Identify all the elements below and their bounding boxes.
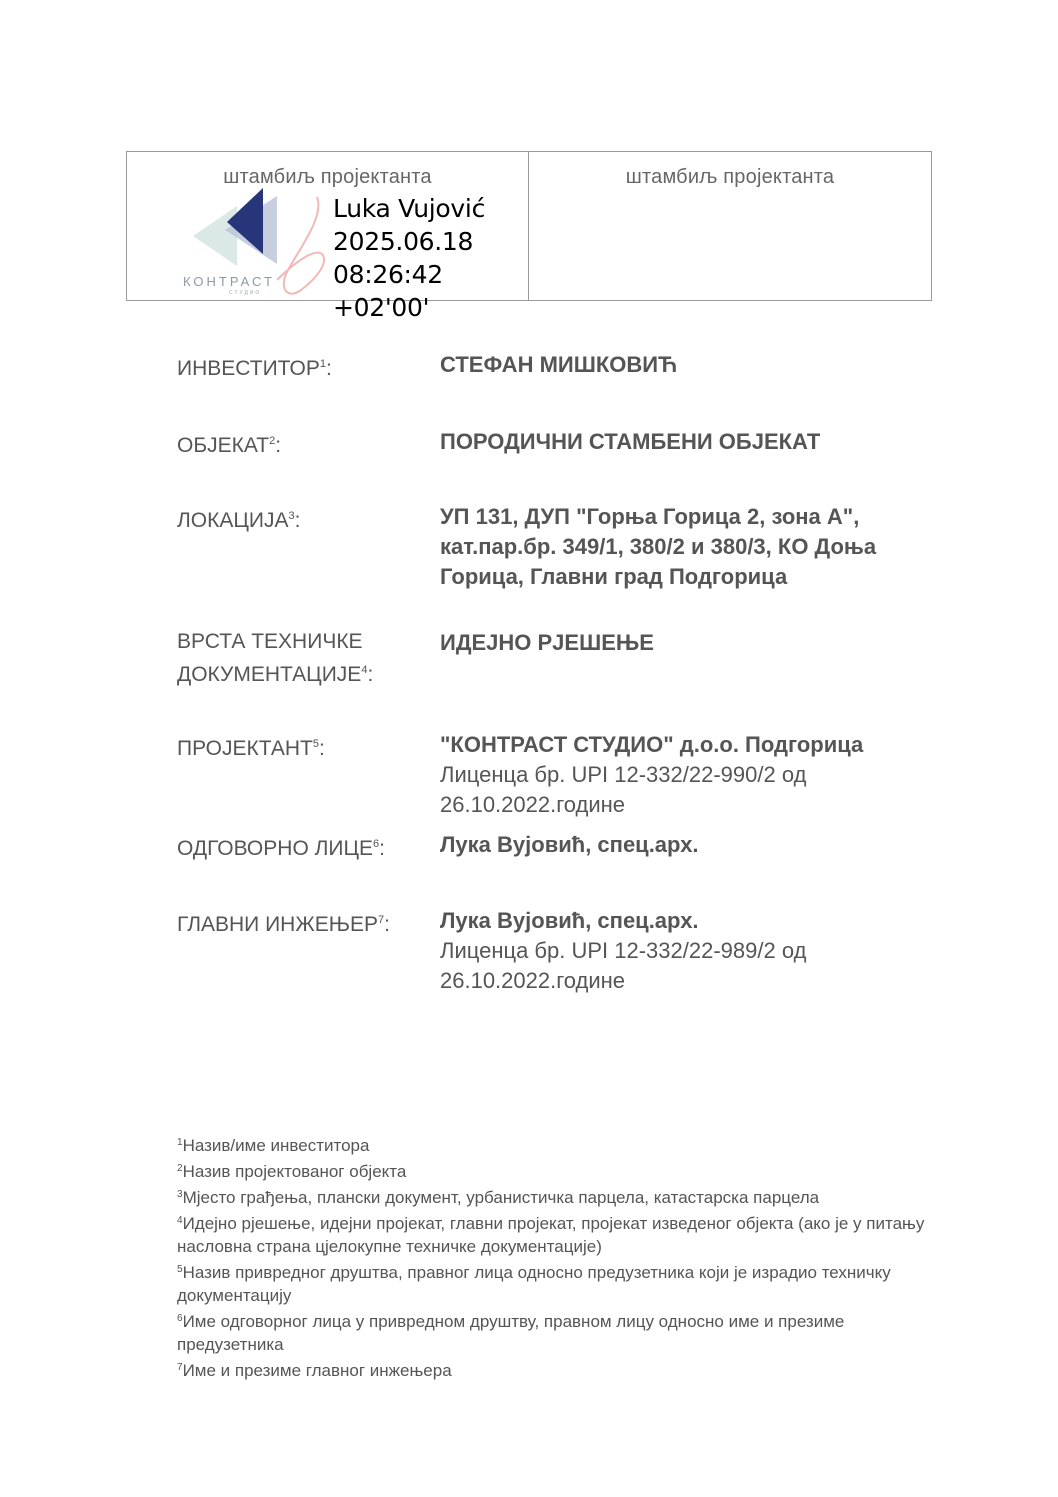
stamp-title-right: штамбиљ пројектанта: [625, 166, 835, 188]
designer-stamp-cell-2: [529, 152, 931, 300]
investor-value: СТЕФАН МИШКОВИЋ: [440, 352, 678, 377]
footnotes: [177, 1131, 947, 1382]
responsible-value: Лука Вујовић, спец.арх.: [440, 832, 699, 857]
designer-license: Лиценца бр. UPI 12-332/22-990/2 од 26.10.2022.године: [440, 762, 807, 817]
stamp-box: [126, 151, 932, 322]
footnote: $^1$Назив/име инвеститора: [177, 1136, 370, 1155]
chief-engineer-license: Лиценца бр. UPI 12-332/22-989/2 од 26.10.2022.године: [440, 938, 807, 993]
responsible-label: ОДГОВОРНО ЛИЦЕ$^6$:: [177, 837, 385, 860]
object-label: ОБЈЕКАТ$^2$:: [177, 434, 282, 457]
stamp-title-left: штамбиљ пројектанта: [223, 166, 432, 188]
location-value: УП 131, ДУП "Горња Горица 2, зона А", кат.пар.бр. 349/1, 380/2 и 380/3, КО Доња Горица, Главни град Подгорица: [440, 504, 877, 589]
location-label: ЛОКАЦИЈА$^3$:: [177, 509, 301, 532]
signature-swirl-icon: [267, 192, 337, 302]
footnote: $^5$Назив привредног друштва, правног лица односно предузетника који је израдио техничку документацију: [177, 1263, 891, 1305]
designer-stamp-cell: [127, 152, 529, 322]
object-value: ПОРОДИЧНИ СТАМБЕНИ ОБЈЕКАТ: [440, 429, 821, 454]
chief-engineer-value: [440, 906, 940, 996]
digital-signature: [333, 192, 528, 324]
logo-light-triangle: [193, 206, 237, 266]
chief-engineer-name: Лука Вујовић, спец.арх.: [440, 908, 699, 933]
footnote: $^2$Назив пројектованог објекта: [177, 1162, 407, 1181]
chief-engineer-label: ГЛАВНИ ИНЖЕЊЕР$^7$:: [177, 913, 390, 936]
footnote: $^6$Име одговорног лица у привредном друштву, правном лицу односно име и презиме предузетника: [177, 1312, 845, 1354]
footnote: $^7$Име и презиме главног инжењера: [177, 1361, 452, 1380]
designer-label: ПРОЈЕКТАНТ$^5$:: [177, 737, 325, 760]
footnote: $^3$Мјесто грађења, плански документ, урбанистичка парцела, катастарска парцела: [177, 1188, 820, 1207]
signature-name: Luka Vujović: [333, 194, 486, 223]
logo-text: КОНТРАСТ: [183, 274, 275, 289]
designer-name: "КОНТРАСТ СТУДИО" д.о.о. Подгорица: [440, 732, 864, 757]
investor-label: ИНВЕСТИТОР$^1$:: [177, 357, 332, 380]
doc-type-label: ВРСТА ТЕХНИЧКЕ ДОКУМЕНТАЦИЈЕ$^4$:: [177, 630, 374, 686]
doc-type-value: ИДЕЈНО РЈЕШЕЊЕ: [440, 630, 654, 655]
logo-subtext: СТУДИО: [229, 290, 262, 296]
signature-date: 2025.06.18: [333, 227, 474, 256]
footnote: $^4$Идејно рјешење, идејни пројекат, главни пројекат, пројекат изведеног објекта (ако је у питању насловна страна цјелокупне техничке документације): [177, 1214, 925, 1256]
signature-time: 08:26:42 +02'00': [333, 260, 443, 322]
designer-value: [440, 730, 940, 820]
